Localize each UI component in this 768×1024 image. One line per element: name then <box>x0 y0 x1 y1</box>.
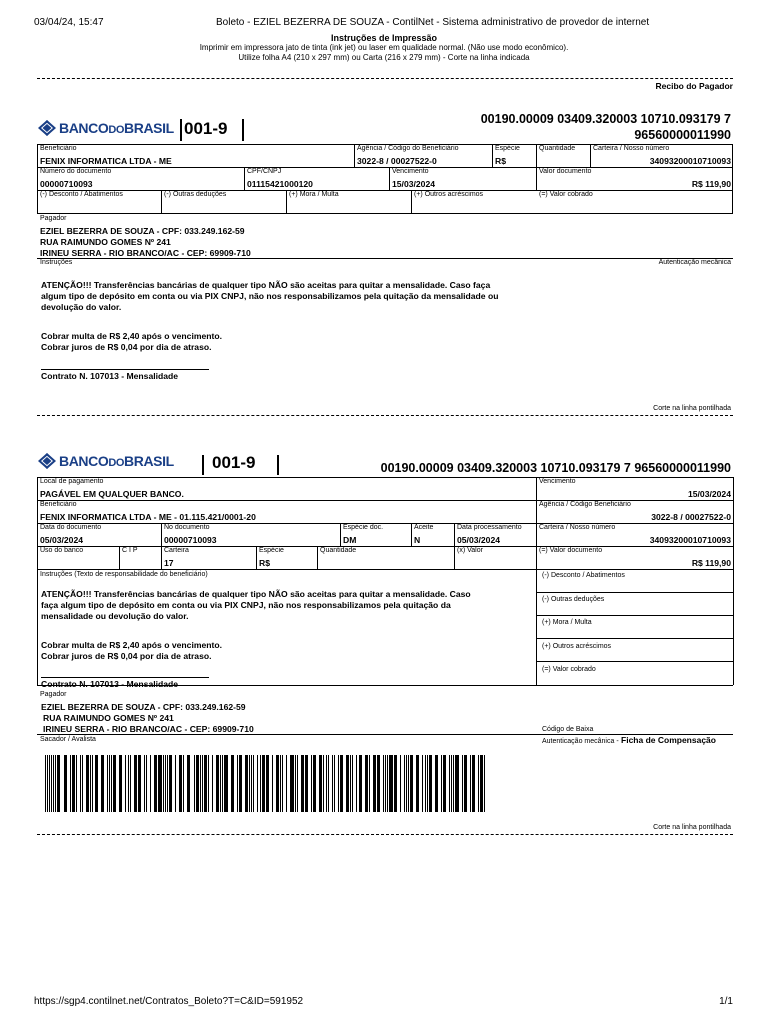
slip-grid-col-e <box>119 546 120 569</box>
receipt-quantidade-label: Quantidade <box>539 145 576 152</box>
slip-uso-banco-label: Uso do banco <box>40 547 84 554</box>
slip-pagador-label: Pagador <box>40 691 67 698</box>
cut-line-top <box>37 78 733 79</box>
receipt-agencia-label: Agência / Código do Beneficiário <box>357 145 459 152</box>
slip-grid-col-a <box>161 523 162 546</box>
receipt-grid-col-c <box>536 144 537 190</box>
receipt-pagador-label: Pagador <box>40 215 67 222</box>
bank-code-divider-left <box>180 119 182 141</box>
slip-instr-line2: faça algum tipo de depósito em conta ou via PIX CNPJ, não nos responsabilizamos pela quitação da <box>41 600 451 610</box>
slip-pagador-line2: RUA RAIMUNDO GOMES Nº 241 <box>43 713 174 723</box>
slip-data-doc: 05/03/2024 <box>40 535 84 545</box>
slip-valor-doc-label: (=) Valor documento <box>539 547 603 554</box>
slip-vencimento-label: Vencimento <box>539 478 576 485</box>
banco-do-brasil-logo-icon <box>38 453 56 469</box>
receipt-digitable-line2: 96560000011990 <box>634 128 731 142</box>
print-page-number: 1/1 <box>719 996 733 1007</box>
print-instructions-line2: Utilize folha A4 (210 x 297 mm) ou Carta (216 x 279 mm) - Corte na linha indicada <box>238 53 530 62</box>
receipt-valor-cobrado-label: (=) Valor cobrado <box>539 191 593 198</box>
slip-grid-row-3 <box>37 546 733 547</box>
receipt-pagador-bottom <box>37 258 733 259</box>
receipt-valor-doc: R$ 119,90 <box>691 179 731 189</box>
cut-line-bottom <box>37 834 733 835</box>
slip-especie: R$ <box>259 558 270 568</box>
bank-logo <box>38 120 174 136</box>
slip-grid-col-b <box>340 523 341 546</box>
slip-autenticacao-label: Autenticação mecânica - <box>542 738 619 745</box>
slip-local-pagamento: PAGÁVEL EM QUALQUER BANCO. <box>40 489 184 499</box>
receipt-autenticacao-label: Autenticação mecânica <box>658 259 731 266</box>
slip-instr-line1: ATENÇÃO!!! Transferências bancárias de qualquer tipo NÃO são aceitas para quitar a mensalidade. Caso <box>41 589 471 599</box>
slip-no-doc: 00000710093 <box>164 535 217 545</box>
receipt-valor-doc-label: Valor documento <box>539 168 592 175</box>
print-instructions-line1: Imprimir em impressora jato de tinta (ink jet) ou laser em qualidade normal. (Não use modo econômico). <box>199 43 569 52</box>
slip-bank-code-divider-right <box>277 455 279 475</box>
slip-carteira-nosso: 34093200010710093 <box>649 535 731 545</box>
slip-bank-name: BANCODOBRASIL <box>59 453 174 469</box>
receipt-grid-col-e <box>244 167 245 190</box>
slip-grid-right <box>733 477 734 685</box>
receipt-contrato-line <box>41 369 209 370</box>
slip-digitable-line: 00190.00009 03409.320003 10710.093179 7 96560000011990 <box>380 461 731 475</box>
receipt-multa: Cobrar multa de R$ 2,40 após o vencimento. <box>41 331 222 341</box>
slip-ficha-label: Ficha de Compensação <box>621 735 716 745</box>
slip-codigo-baixa-label: Código de Baixa <box>542 726 594 733</box>
receipt-numero-doc-label: Número do documento <box>40 168 112 175</box>
slip-carteira-nosso-label: Carteira / Nosso número <box>539 524 616 531</box>
slip-grid-col-c <box>411 523 412 546</box>
receipt-grid-col-h <box>286 190 287 214</box>
receipt-grid-row-1 <box>37 167 733 168</box>
receipt-cpf-cnpj-label: CPF/CNPJ <box>247 168 282 175</box>
receipt-cpf-cnpj: 01115421000120 <box>247 179 313 189</box>
receipt-vencimento: 15/03/2024 <box>392 179 436 189</box>
bank-code: 001-9 <box>184 119 228 138</box>
slip-grid-col-main <box>536 477 537 685</box>
slip-juros: Cobrar juros de R$ 0,04 por dia de atraso. <box>41 651 212 661</box>
slip-grid-top <box>37 477 733 478</box>
slip-pagador-line3: IRINEU SERRA - RIO BRANCO/AC - CEP: 69909-710 <box>43 724 254 734</box>
print-page-title: Boleto - EZIEL BEZERRA DE SOUZA - ContilNet - Sistema administrativo de provedor de internet <box>216 17 650 28</box>
slip-carteira: 17 <box>164 558 174 568</box>
slip-especie-label: Espécie <box>259 547 284 554</box>
print-instructions-title: Instruções de Impressão <box>330 33 438 43</box>
slip-mora-label: (+) Mora / Multa <box>542 619 592 626</box>
slip-grid-row-4 <box>37 569 733 570</box>
slip-grid-col-f <box>161 546 162 569</box>
barcode <box>45 755 487 812</box>
slip-grid-col-h <box>317 546 318 569</box>
receipt-juros: Cobrar juros de R$ 0,04 por dia de atraso. <box>41 342 212 352</box>
receipt-outras-deducoes-label: (-) Outras deduções <box>164 191 227 198</box>
receipt-grid-col-g <box>161 190 162 214</box>
receipt-corte-label: Corte na linha pontilhada <box>653 405 731 412</box>
slip-especie-doc: DM <box>343 535 357 545</box>
print-datetime: 03/04/24, 15:47 <box>34 17 104 28</box>
slip-grid-row-2 <box>37 523 733 524</box>
slip-contrato-line <box>41 677 209 678</box>
receipt-title: Recibo do Pagador <box>655 81 733 91</box>
receipt-pagador-line3: IRINEU SERRA - RIO BRANCO/AC - CEP: 69909-710 <box>40 248 251 258</box>
slip-cip-label: C I P <box>122 547 138 554</box>
receipt-grid-col-i <box>411 190 412 214</box>
receipt-outros-acrescimos-label: (+) Outros acréscimos <box>414 191 484 198</box>
slip-instrucoes-label: Instruções (Texto de responsabilidade do beneficiário) <box>40 571 208 578</box>
slip-grid-col-d <box>454 523 455 569</box>
slip-local-pagamento-label: Local de pagamento <box>40 478 104 485</box>
slip-multa: Cobrar multa de R$ 2,40 após o vencimento. <box>41 640 222 650</box>
slip-x-valor-label: (x) Valor <box>457 547 483 554</box>
slip-bank-code: 001-9 <box>212 453 256 472</box>
receipt-instr-line2: algum tipo de depósito em conta ou via PIX CNPJ, não nos responsabilizamos pela quitação da mensalidade ou <box>41 291 499 301</box>
receipt-especie: R$ <box>495 156 506 166</box>
slip-outros-acrescimos-label: (+) Outros acréscimos <box>542 643 612 650</box>
receipt-vencimento-label: Vencimento <box>392 168 429 175</box>
slip-grid-col-g <box>256 546 257 569</box>
receipt-beneficiario: FENIX INFORMATICA LTDA - ME <box>40 156 172 166</box>
slip-agencia: 3022-8 / 00027522-0 <box>651 512 731 522</box>
slip-quantidade-label: Quantidade <box>320 547 357 554</box>
slip-corte-label: Corte na linha pontilhada <box>653 824 731 831</box>
receipt-beneficiario-label: Beneficiário <box>40 145 77 152</box>
slip-side-row-2 <box>536 615 733 616</box>
barcode-bar <box>484 755 485 812</box>
banco-do-brasil-logo-icon <box>38 120 56 136</box>
slip-aceite-label: Aceite <box>414 524 434 531</box>
receipt-contrato: Contrato N. 107013 - Mensalidade <box>41 371 179 381</box>
slip-beneficiario: FENIX INFORMATICA LTDA - ME - 01.115.421/0001-20 <box>40 512 256 522</box>
receipt-grid-col-b <box>492 144 493 167</box>
slip-especie-doc-label: Espécie doc. <box>343 524 384 531</box>
slip-beneficiario-label: Beneficiário <box>40 501 77 508</box>
receipt-agencia: 3022-8 / 00027522-0 <box>357 156 437 166</box>
receipt-pagador-line2: RUA RAIMUNDO GOMES Nº 241 <box>40 237 171 247</box>
slip-data-doc-label: Data do documento <box>40 524 102 531</box>
receipt-digitable-line1: 00190.00009 03409.320003 10710.093179 7 <box>480 112 731 126</box>
print-url: https://sgp4.contilnet.net/Contratos_Boleto?T=C&ID=591952 <box>34 996 304 1007</box>
slip-data-proc-label: Data processamento <box>457 524 522 531</box>
slip-no-doc-label: No documento <box>164 524 210 531</box>
slip-contrato: Contrato N. 107013 - Mensalidade <box>41 679 179 689</box>
slip-valor-cobrado-label: (=) Valor cobrado <box>542 666 596 673</box>
slip-aceite: N <box>414 535 421 545</box>
slip-agencia-label: Agência / Código Beneficiário <box>539 501 631 508</box>
slip-bank-logo <box>38 453 174 469</box>
receipt-mora-label: (+) Mora / Multa <box>289 191 339 198</box>
receipt-carteira-label: Carteira / Nosso número <box>593 145 670 152</box>
slip-sacador-label: Sacador / Avalista <box>40 736 96 743</box>
bank-name: BANCODOBRASIL <box>59 120 174 136</box>
slip-outras-deducoes-label: (-) Outras deduções <box>542 596 605 603</box>
receipt-desconto-label: (-) Desconto / Abatimentos <box>40 191 123 198</box>
slip-vencimento: 15/03/2024 <box>687 489 731 499</box>
receipt-grid-col-d <box>590 144 591 167</box>
slip-instr-line3: mensalidade ou devolução do valor. <box>41 611 189 621</box>
slip-grid-left <box>37 477 38 685</box>
receipt-grid <box>37 144 733 214</box>
receipt-numero-doc: 00000710093 <box>40 179 93 189</box>
slip-data-proc: 05/03/2024 <box>457 535 501 545</box>
receipt-instr-line3: devolução do valor. <box>41 302 122 312</box>
receipt-instrucoes-label: Instruções <box>40 259 73 266</box>
receipt-grid-row-2 <box>37 190 733 191</box>
slip-desconto-label: (-) Desconto / Abatimentos <box>542 572 625 579</box>
bank-code-divider-right <box>242 119 244 141</box>
slip-side-row-4 <box>536 661 733 662</box>
receipt-instr-line1: ATENÇÃO!!! Transferências bancárias de qualquer tipo NÃO são aceitas para quitar a mensalidade. Caso faça <box>41 280 491 290</box>
receipt-carteira: 34093200010710093 <box>649 156 731 166</box>
slip-carteira-label: Carteira <box>164 547 189 554</box>
slip-side-row-3 <box>536 638 733 639</box>
slip-valor-doc: R$ 119,90 <box>691 558 731 568</box>
receipt-especie-label: Espécie <box>495 145 520 152</box>
slip-bank-code-divider-left <box>202 455 204 475</box>
receipt-pagador-line1: EZIEL BEZERRA DE SOUZA - CPF: 033.249.162-59 <box>40 226 245 236</box>
slip-side-row-1 <box>536 592 733 593</box>
slip-pagador-line1: EZIEL BEZERRA DE SOUZA - CPF: 033.249.162-59 <box>41 702 246 712</box>
receipt-grid-col-a <box>354 144 355 167</box>
receipt-grid-col-f <box>389 167 390 190</box>
slip-autenticacao-block <box>542 735 716 745</box>
cut-line-middle <box>37 415 733 416</box>
